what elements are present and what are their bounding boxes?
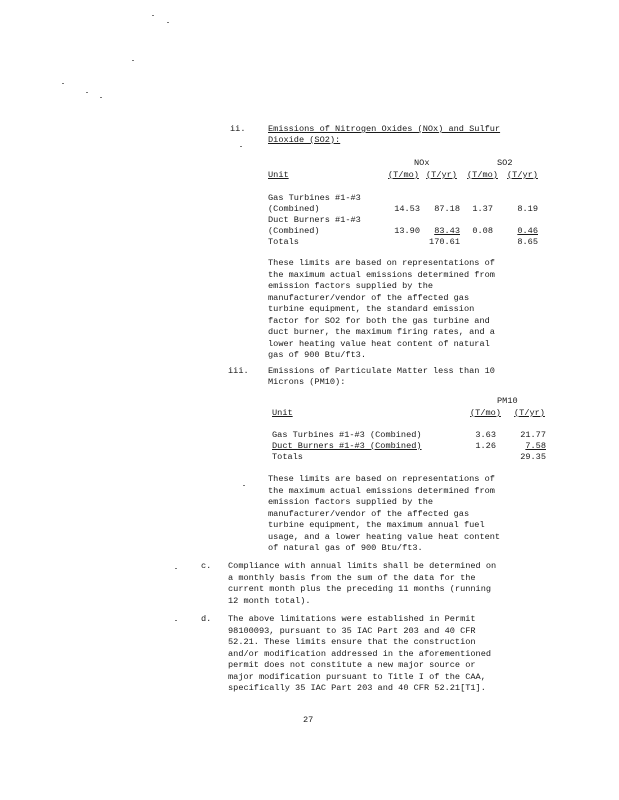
item-iii-title-line2: Microns (PM10):	[268, 377, 346, 387]
note-line: These limits are based on representations of	[268, 258, 495, 268]
ii-row-nox-yr: 83.43	[434, 226, 460, 236]
item-iii-note	[268, 474, 500, 555]
text-line: 98100093, pursuant to 35 IAC Part 203 and 40 CFR	[228, 625, 476, 636]
scan-speck	[152, 15, 154, 16]
item-iii-marker: iii.	[228, 366, 249, 376]
note-line: the maximum actual emissions determined from	[268, 269, 495, 280]
iii-row-label: Duct Burners #1-#3 (Combined)	[272, 441, 422, 451]
ii-row-nox-mo: 13.90	[394, 226, 420, 236]
page-number: 27	[303, 715, 314, 725]
iii-col-unit: Unit	[272, 408, 293, 418]
ii-row-label: (Combined)	[268, 204, 320, 214]
iii-row-label: Gas Turbines #1-#3 (Combined)	[272, 430, 422, 440]
scan-speck	[132, 60, 134, 61]
ii-col-nox-tyr: (T/yr)	[426, 170, 457, 180]
scan-speck	[62, 83, 64, 84]
ii-row-so2-yr: 0.46	[517, 226, 538, 236]
note-line: manufacturer/vendor of the affected gas	[268, 508, 470, 519]
pm10-header: PM10	[497, 396, 518, 406]
item-ii-title-line2: Dioxide (SO2):	[268, 135, 341, 145]
ii-totals-label: Totals	[268, 237, 299, 247]
scan-speck	[100, 97, 102, 98]
ii-row-so2-mo: 0.08	[472, 226, 493, 236]
item-ii-title-line1: Emissions of Nitrogen Oxides (NOx) and Sulfur	[268, 124, 501, 134]
ii-row-nox-yr: 87.18	[434, 204, 460, 214]
text-line: specifically 35 IAC Part 203 and 40 CFR 52.21[T1].	[228, 683, 486, 693]
note-line: duct burner, the maximum firing rates, and a	[268, 327, 495, 337]
iii-row-mo: 1.26	[475, 441, 496, 451]
note-line: emission factors supplied by the	[268, 497, 434, 507]
text-line: and/or modification addressed in the aforementioned	[228, 648, 492, 659]
note-line: emission factors supplied by the	[268, 281, 434, 291]
scan-speck	[243, 485, 245, 486]
note-line: the maximum actual emissions determined from	[268, 485, 495, 496]
note-line: turbine equipment, the maximum annual fuel	[268, 520, 485, 530]
iii-row-yr: 21.77	[520, 430, 546, 440]
item-iii-title-line1: Emissions of Particulate Matter less than 10	[268, 366, 495, 376]
text-line: 52.21. These limits ensure that the construction	[228, 637, 476, 647]
iii-row-yr: 7.58	[525, 441, 546, 451]
ii-col-so2-tyr: (T/yr)	[507, 170, 538, 180]
so2-header: SO2	[497, 158, 513, 168]
note-line: These limits are based on representations of	[268, 474, 495, 484]
ii-col-so2-tmo: (T/mo)	[467, 170, 498, 180]
text-line: The above limitations were established in Permit	[228, 614, 476, 624]
item-c-marker: c.	[201, 561, 212, 571]
ii-row-label: Gas Turbines #1-#3	[268, 193, 361, 203]
note-line: of natural gas of 900 Btu/ft3.	[268, 543, 423, 553]
scan-speck	[175, 620, 177, 621]
nox-header: NOx	[414, 158, 430, 168]
iii-totals-yr: 29.35	[520, 452, 546, 462]
ii-col-unit: Unit	[268, 170, 289, 180]
text-line: permit does not constitute a new major source or	[228, 660, 476, 670]
item-d-text	[228, 614, 491, 695]
ii-col-nox-tmo: (T/mo)	[388, 170, 419, 180]
note-line: gas of 900 Btu/ft3.	[268, 350, 366, 360]
scan-speck	[86, 92, 88, 93]
iii-row-mo: 3.63	[475, 430, 496, 440]
item-c-text	[228, 561, 496, 607]
note-line: lower heating value heat content of natural	[268, 338, 490, 349]
iii-col-tyr: (T/yr)	[514, 408, 545, 418]
ii-row-label: Duct Burners #1-#3	[268, 215, 361, 225]
text-line: Compliance with annual limits shall be determined on	[228, 561, 497, 571]
note-line: turbine equipment, the standard emission	[268, 304, 475, 314]
text-line: current month plus the preceding 11 months (running	[228, 584, 492, 594]
text-line: a monthly basis from the sum of the data for the	[228, 572, 476, 583]
ii-row-nox-mo: 14.53	[394, 204, 420, 214]
note-line: manufacturer/vendor of the affected gas	[268, 292, 470, 303]
ii-totals-nox: 170.61	[429, 237, 460, 247]
item-ii-note	[268, 258, 495, 362]
scan-speck	[240, 146, 242, 147]
item-ii-marker: ii.	[230, 124, 246, 134]
item-d-marker: d.	[201, 614, 212, 624]
text-line: 12 month total).	[228, 595, 311, 606]
text-line: major modification pursuant to Title I of the CAA,	[228, 671, 486, 682]
note-line: usage, and a lower heating value heat content	[268, 531, 501, 542]
ii-row-so2-yr: 8.19	[517, 204, 538, 214]
ii-totals-so2: 8.65	[517, 237, 538, 247]
scan-speck	[175, 568, 177, 569]
ii-row-label: (Combined)	[268, 226, 320, 236]
ii-row-so2-mo: 1.37	[472, 204, 493, 214]
note-line: factor for SO2 for both the gas turbine and	[268, 315, 490, 326]
scan-speck	[167, 22, 169, 23]
iii-totals-label: Totals	[272, 452, 303, 462]
iii-col-tmo: (T/mo)	[470, 408, 501, 418]
